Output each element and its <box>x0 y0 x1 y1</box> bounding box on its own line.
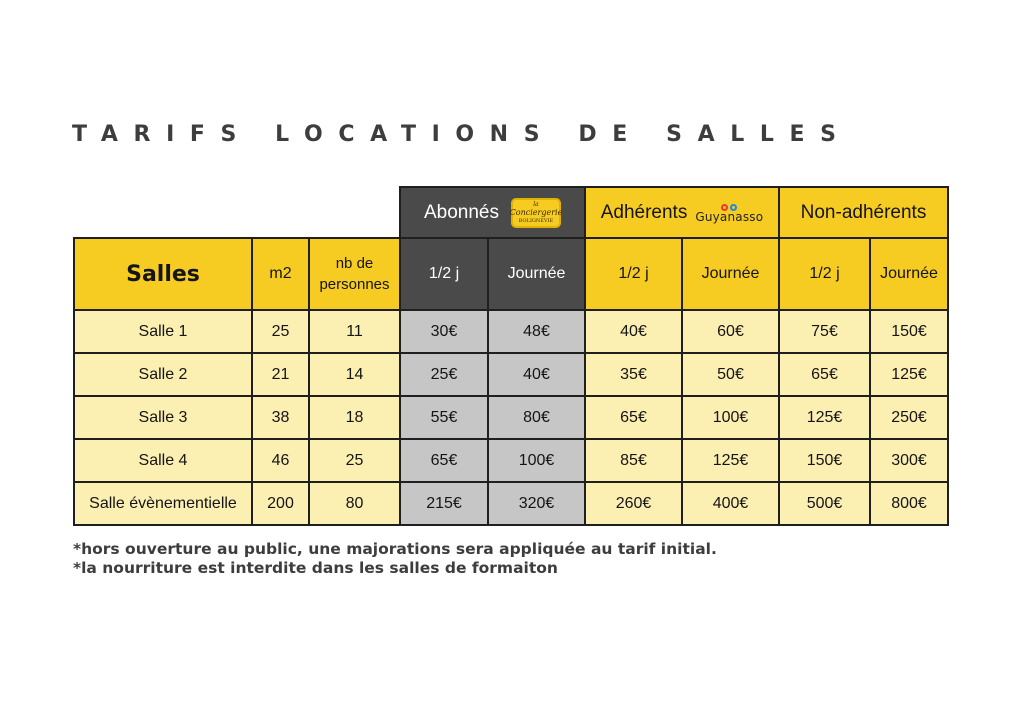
group-adherents-label: Adhérents <box>600 201 688 223</box>
cell-personnes: 25 <box>309 439 400 482</box>
cell-adherents-journee: 50€ <box>682 353 779 396</box>
cell-salle: Salle 1 <box>74 310 252 353</box>
footnote: *hors ouverture au public, une majorations sera appliquée au tarif initial. <box>73 540 717 558</box>
cell-abonnes-journee: 48€ <box>488 310 585 353</box>
cell-abonnes-journee: 80€ <box>488 396 585 439</box>
cell-abonnes-demi: 215€ <box>400 482 488 525</box>
header-personnes <box>309 238 400 310</box>
cell-m2: 38 <box>252 396 309 439</box>
table-row <box>74 439 948 482</box>
header-non-adherents-journee: Journée <box>870 238 948 310</box>
cell-non-adherents-demi: 150€ <box>779 439 870 482</box>
cell-non-adherents-journee: 800€ <box>870 482 948 525</box>
cell-non-adherents-demi: 500€ <box>779 482 870 525</box>
header-abonnes-journee: Journée <box>488 238 585 310</box>
group-abonnes <box>400 187 585 238</box>
cell-personnes: 18 <box>309 396 400 439</box>
table-row <box>74 353 948 396</box>
cell-adherents-journee: 60€ <box>682 310 779 353</box>
cell-m2: 46 <box>252 439 309 482</box>
header-personnes-line-2: personnes <box>319 276 390 293</box>
cell-abonnes-demi: 65€ <box>400 439 488 482</box>
logo-line-3: BOLIGNÉVIE <box>518 217 554 224</box>
cell-personnes: 11 <box>309 310 400 353</box>
cell-m2: 25 <box>252 310 309 353</box>
group-non-adherents: Non-adhérents <box>779 187 948 238</box>
cell-abonnes-journee: 320€ <box>488 482 585 525</box>
cell-non-adherents-demi: 125€ <box>779 396 870 439</box>
page-title: TARIFS LOCATIONS DE SALLES <box>72 122 852 147</box>
cell-adherents-demi: 65€ <box>585 396 682 439</box>
group-header-row <box>74 187 948 238</box>
cell-non-adherents-demi: 75€ <box>779 310 870 353</box>
cell-abonnes-demi: 55€ <box>400 396 488 439</box>
cell-adherents-journee: 125€ <box>682 439 779 482</box>
cell-adherents-demi: 260€ <box>585 482 682 525</box>
table-row <box>74 482 948 525</box>
cell-adherents-demi: 40€ <box>585 310 682 353</box>
pricing-table <box>73 186 949 526</box>
cell-abonnes-demi: 25€ <box>400 353 488 396</box>
table-row <box>74 310 948 353</box>
conciergerie-logo <box>511 198 561 228</box>
cell-salle: Salle 4 <box>74 439 252 482</box>
cell-salle: Salle 2 <box>74 353 252 396</box>
header-personnes-line-1: nb de <box>335 255 374 272</box>
header-adherents-journee: Journée <box>682 238 779 310</box>
cell-salle: Salle évènementielle <box>74 482 252 525</box>
cell-adherents-journee: 100€ <box>682 396 779 439</box>
cell-m2: 200 <box>252 482 309 525</box>
group-adherents <box>585 187 779 238</box>
empty-corner <box>74 187 400 238</box>
column-header-row <box>74 238 948 310</box>
cell-abonnes-demi: 30€ <box>400 310 488 353</box>
header-abonnes-demi: 1/2 j <box>400 238 488 310</box>
cell-abonnes-journee: 100€ <box>488 439 585 482</box>
cell-adherents-journee: 400€ <box>682 482 779 525</box>
cell-non-adherents-journee: 125€ <box>870 353 948 396</box>
logo-line-2: Conciergerie <box>509 207 563 217</box>
cell-non-adherents-demi: 65€ <box>779 353 870 396</box>
logo-line-1: la <box>533 200 539 208</box>
cell-adherents-demi: 85€ <box>585 439 682 482</box>
cell-non-adherents-journee: 150€ <box>870 310 948 353</box>
header-salles: Salles <box>74 238 252 310</box>
group-abonnes-label: Abonnés <box>423 201 499 223</box>
header-m2: m2 <box>252 238 309 310</box>
cell-m2: 21 <box>252 353 309 396</box>
cell-adherents-demi: 35€ <box>585 353 682 396</box>
header-adherents-demi: 1/2 j <box>585 238 682 310</box>
cell-non-adherents-journee: 300€ <box>870 439 948 482</box>
guyanasso-logo <box>695 203 763 223</box>
cell-salle: Salle 3 <box>74 396 252 439</box>
cell-abonnes-journee: 40€ <box>488 353 585 396</box>
cell-personnes: 80 <box>309 482 400 525</box>
cell-personnes: 14 <box>309 353 400 396</box>
footnotes <box>73 540 717 578</box>
header-non-adherents-demi: 1/2 j <box>779 238 870 310</box>
footnote: *la nourriture est interdite dans les salles de formaiton <box>73 559 558 577</box>
guyanasso-logo-text: Guyanasso <box>695 209 764 224</box>
cell-non-adherents-journee: 250€ <box>870 396 948 439</box>
table-row <box>74 396 948 439</box>
